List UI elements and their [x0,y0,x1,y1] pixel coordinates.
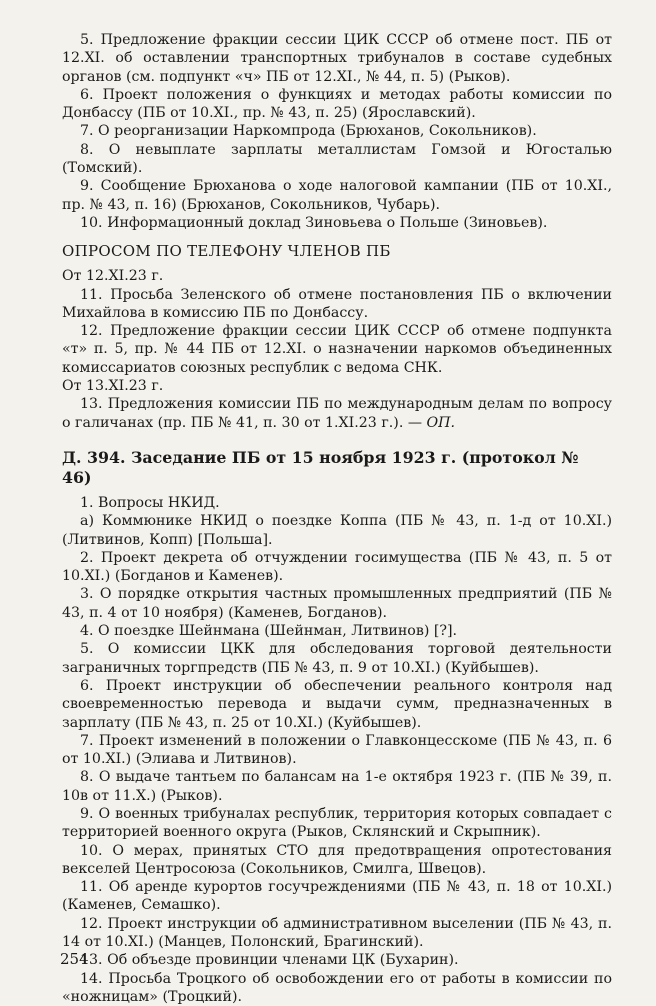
agenda-item-note: ОП. [426,414,456,431]
agenda-item: 9. Сообщение Брюханова о ходе налоговой кампании (ПБ от 10.XI., пр. № 43, п. 16) (Брюханов, Сокольников, Чубарь). [62,178,612,213]
agenda-item: а) Коммюнике НКИД о поездке Коппа (ПБ № 43, п. 1-д от 10.XI.) (Литвинов, Копп) [Польша]. [62,513,612,548]
agenda-item: 7. Проект изменений в положении о Главконцесскоме (ПБ № 43, п. 6 от 10.XI.) (Элиава и Литвинов). [62,732,612,768]
agenda-item: 12. Проект инструкции об административном выселении (ПБ № 43, п. 14 от 10.XI.) (Манцев, Полонский, Брагинский). [62,915,612,951]
agenda-item: 5. Предложение фракции сессии ЦИК СССР об отмене пост. ПБ от 12.XI. об оставлении транспортных трибуналов в составе судебных органов (см. подпункт «ч» ПБ от 12.XI., № 44, п. 5) (Рыков). [62,32,612,85]
agenda-item: 6. Проект положения о функциях и методах работы комиссии по Донбассу (ПБ от 10.XI., пр. № 43, п. 25) (Ярославский). [62,86,612,122]
agenda-item: 9. О военных трибуналах республик, территория которых совпадает с территорией военного округа (Рыков, Склянский и Скрыпник). [62,805,612,841]
page-number: 254 [60,950,89,968]
agenda-item-text: 13. Предложения комиссии ПБ по международным делам по вопросу о галичанах (пр. ПБ № 41, п. 30 от 1.XI.23 г.). — [62,396,612,431]
agenda-item: 2. Проект декрета об отчуждении госимущества (ПБ № 43, п. 5 от 10.XI.) (Богданов и Каменев). [62,549,612,585]
date-line: От 13.XI.23 г. [62,378,164,395]
section-title: ОПРОСОМ ПО ТЕЛЕФОНУ ЧЛЕНОВ ПБ [62,242,391,261]
document-heading: Д. 394. Заседание ПБ от 15 ноября 1923 г. (протокол № 46) [62,447,579,487]
agenda-item: 7. О реорганизации Наркомпрода (Брюханов, Сокольников). [80,123,537,140]
agenda-item: 13. Об объезде провинции членами ЦК (Бухарин). [80,952,459,969]
agenda-item: 12. Предложение фракции сессии ЦИК СССР об отмене подпункта «т» п. 5, пр. № 44 ПБ от 12.XI. о назначении наркомов объединенных комиссариатов союзных республик с ведома СНК. [62,323,612,376]
agenda-item: 3. О порядке открытия частных промышленных предприятий (ПБ № 43, п. 4 от 10 ноября) (Каменев, Богданов). [62,586,612,621]
agenda-item: 5. О комиссии ЦКК для обследования торговой деятельности заграничных торгпредств (ПБ № 43, п. 9 от 10.XI.) (Куйбышев). [62,641,612,676]
agenda-item: 1. Вопросы НКИД. [80,494,220,511]
date-line: От 12.XI.23 г. [62,268,164,285]
agenda-item [62,395,612,432]
page-content [62,31,612,1006]
agenda-item: 6. Проект инструкции об обеспечении реального контроля над своевременностью перевода и выдачи сумм, предназначенных в зарплату (ПБ № 43, п. 25 от 10.XI.) (Куйбышев). [62,677,612,731]
agenda-item: 8. О выдаче тантьем по балансам на 1-е октября 1923 г. (ПБ № 39, п. 10в от 11.X.) (Рыков). [62,769,612,804]
agenda-item: 4. О поездке Шейнмана (Шейнман, Литвинов) [?]. [80,623,458,640]
agenda-item: 14. Просьба Троцкого об освобождении его от работы в комиссии по «ножницам» (Троцкий). [62,970,612,1005]
agenda-item: 11. Об аренде курортов госучреждениями (ПБ № 43, п. 18 от 10.XI.) (Каменев, Семашко). [62,879,612,914]
agenda-item: 10. Информационный доклад Зиновьева о Польше (Зиновьев). [80,214,548,231]
agenda-item: 8. О невыплате зарплаты металлистам Гомзой и Югосталью (Томский). [62,141,612,177]
agenda-item: 11. Просьба Зеленского об отмене постановления ПБ о включении Михайлова в комиссию ПБ по Донбассу. [62,286,612,321]
agenda-item: 10. О мерах, принятых СТО для предотвращения опротестования векселей Центросоюза (Сокольников, Смилга, Швецов). [62,842,612,877]
